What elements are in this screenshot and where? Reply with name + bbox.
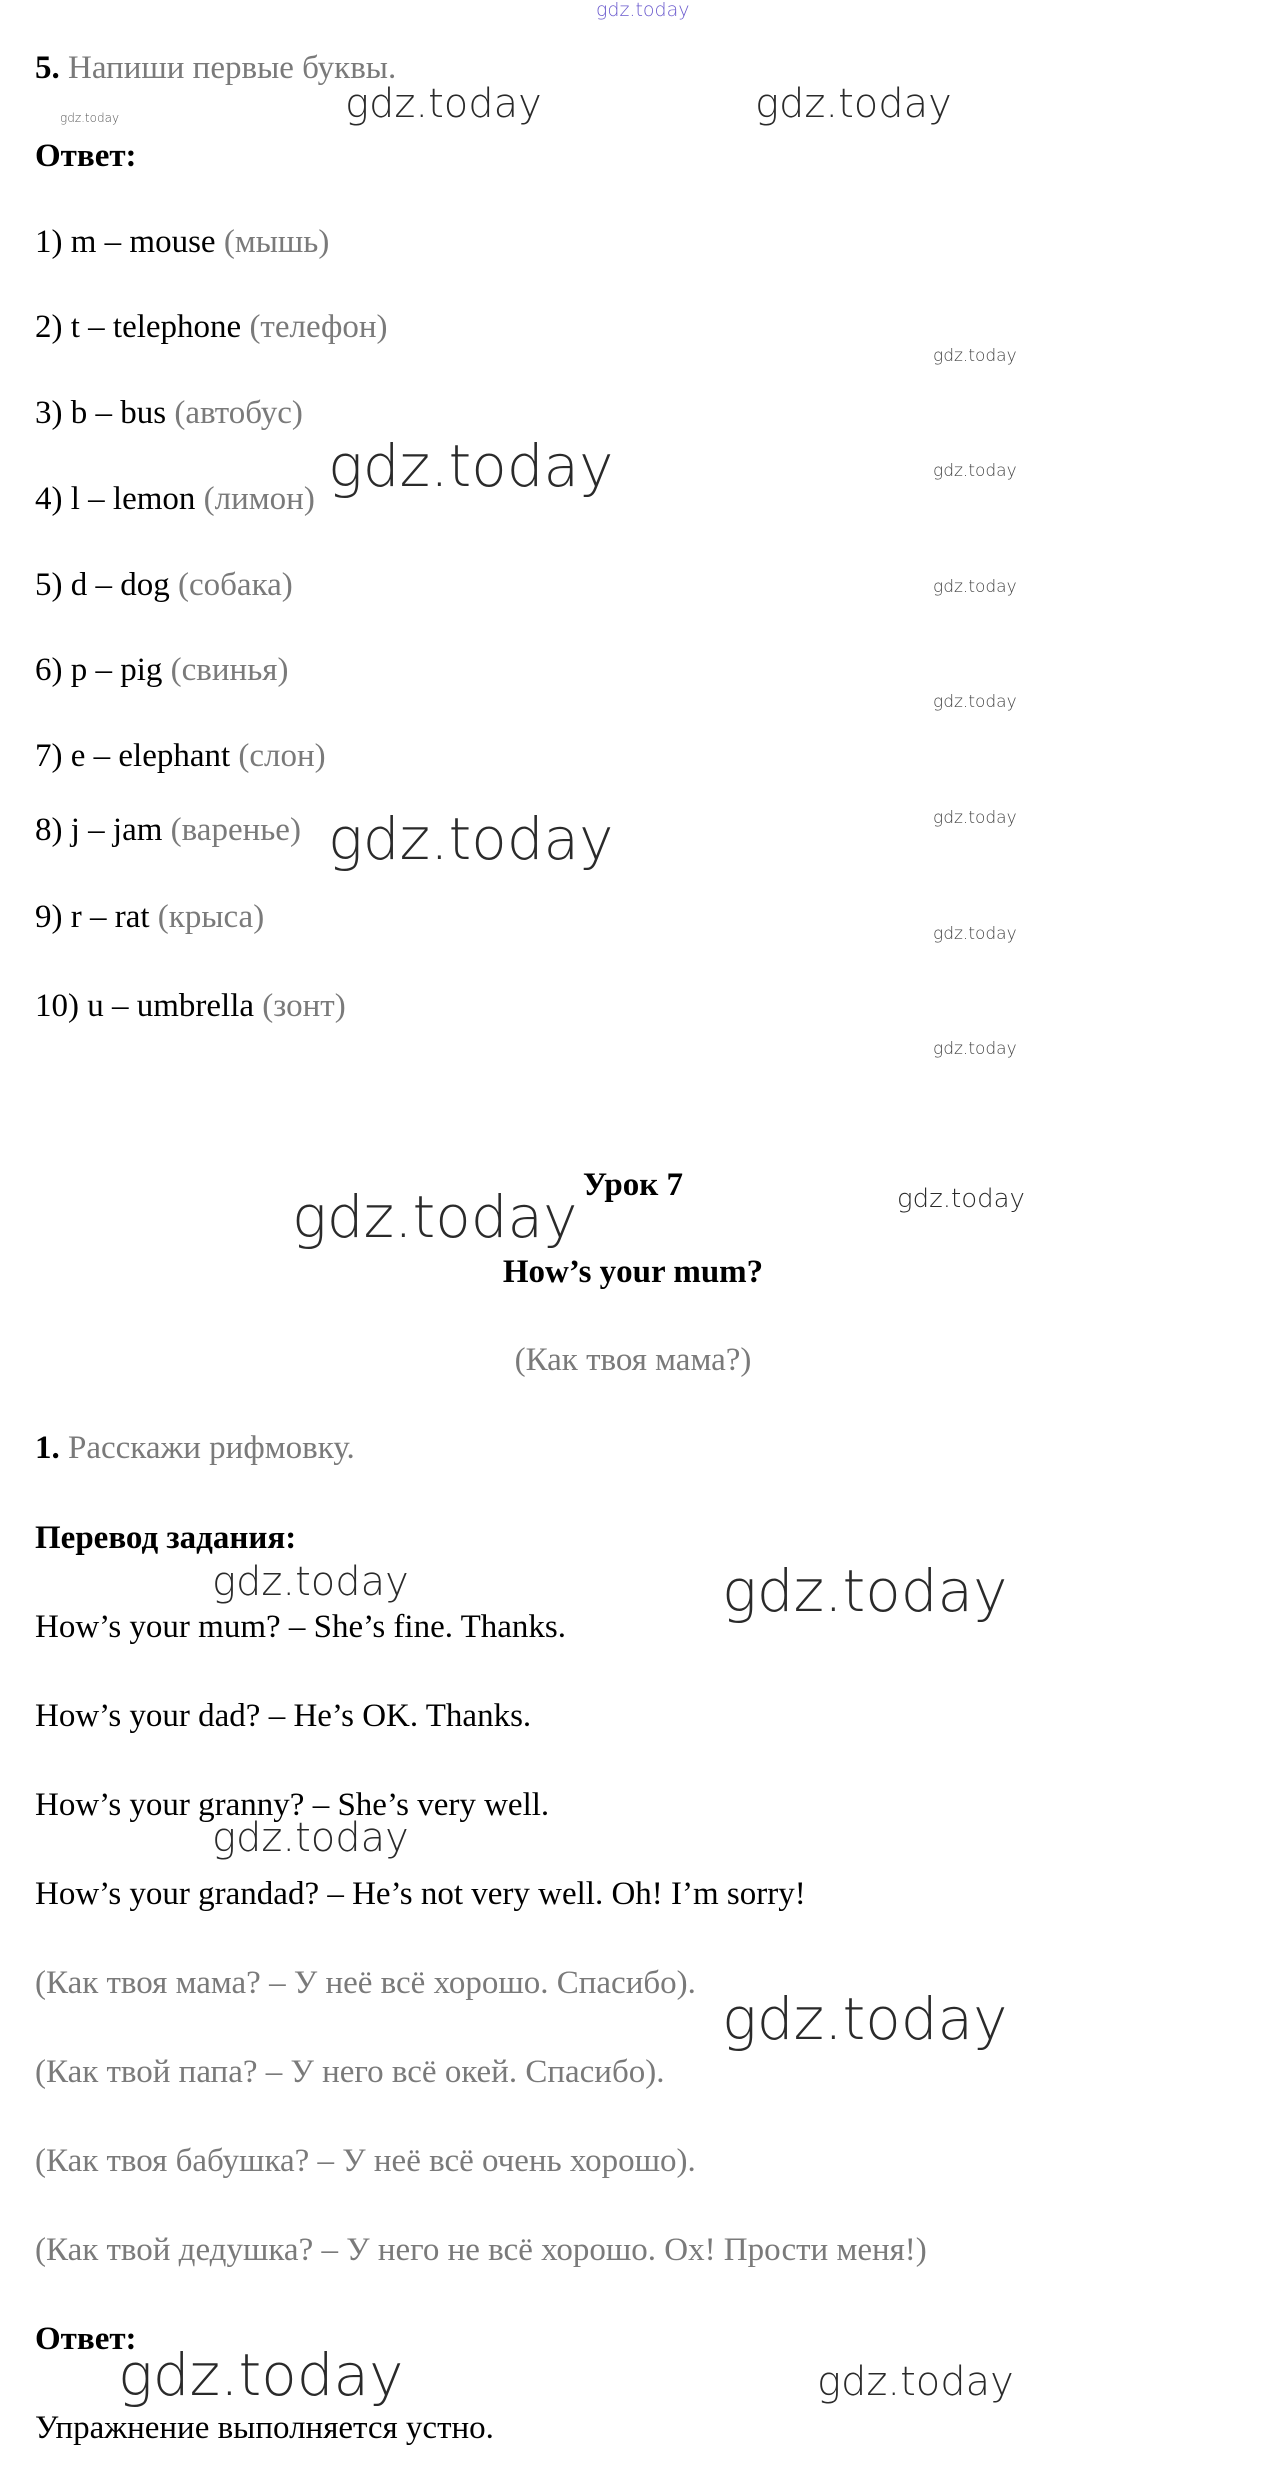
watermark-text: gdz.today (722, 1557, 1008, 1625)
word-ru: (мышь) (223, 224, 330, 260)
word-en: 10) u – umbrella (35, 988, 255, 1024)
watermark-text: gdz.today (897, 1184, 1025, 1214)
word-ru: (варенье) (170, 812, 301, 848)
word-ru: (слон) (238, 738, 326, 774)
word-en: 9) r – rat (35, 899, 150, 935)
watermark-text: gdz.today (933, 692, 1017, 712)
watermark-text: gdz.today (933, 577, 1017, 597)
watermark-text: gdz.today (933, 808, 1017, 828)
watermark-text: gdz.today (933, 461, 1017, 481)
watermark-text: gdz.today (328, 805, 614, 873)
word-ru: (телефон) (249, 309, 388, 345)
list-item (35, 736, 326, 776)
exercise-number: 1. (35, 1430, 60, 1466)
list-item (35, 897, 264, 937)
watermark-text: gdz.today (60, 111, 120, 125)
watermark-text: gdz.today (345, 81, 542, 127)
exercise-title: Расскажи рифмовку. (68, 1430, 355, 1466)
watermark-text: gdz.today (755, 81, 952, 127)
list-item (35, 650, 288, 690)
answer-label: Ответ: (35, 138, 137, 174)
rhyme-line-ru: (Как твоя бабушка? – У неё всё очень хорошо). (35, 2143, 696, 2179)
exercise-number: 5. (35, 50, 60, 86)
watermark-text: gdz.today (328, 432, 614, 500)
watermark-text: gdz.today (212, 1815, 409, 1861)
word-en: 7) e – elephant (35, 738, 231, 774)
watermark-text: gdz.today (817, 2359, 1014, 2405)
word-ru: (автобус) (174, 395, 303, 431)
rhyme-line-ru: (Как твой папа? – У него всё окей. Спасибо). (35, 2054, 665, 2090)
answer-label: Ответ: (35, 2321, 137, 2357)
watermark-text: gdz.today (596, 0, 690, 21)
watermark-text: gdz.today (933, 1039, 1017, 1059)
rhyme-line-en: How’s your dad? – He’s OK. Thanks. (35, 1698, 532, 1734)
lesson-title: How’s your mum? (502, 1254, 764, 1290)
answer-text: Упражнение выполняется устно. (35, 2410, 494, 2446)
list-item (35, 479, 315, 519)
lesson-subtitle: (Как твоя мама?) (514, 1342, 752, 1378)
watermark-text: gdz.today (933, 346, 1017, 366)
word-ru: (лимон) (203, 481, 315, 517)
exercise-1-heading (35, 1428, 355, 1468)
rhyme-line-ru: (Как твоя мама? – У неё всё хорошо. Спасибо). (35, 1965, 696, 2001)
word-ru: (зонт) (262, 988, 346, 1024)
rhyme-line-ru: (Как твой дедушка? – У него не всё хорошо. Ох! Прости меня!) (35, 2232, 927, 2268)
rhyme-line-en: How’s your grandad? – He’s not very well. Oh! I’m sorry! (35, 1876, 806, 1912)
word-ru: (крыса) (157, 899, 265, 935)
rhyme-line-en: How’s your granny? – She’s very well. (35, 1787, 550, 1823)
word-ru: (свинья) (170, 652, 289, 688)
list-item (35, 986, 346, 1026)
watermark-text: gdz.today (722, 1985, 1008, 2053)
word-en: 3) b – bus (35, 395, 167, 431)
translation-label: Перевод задания: (35, 1520, 297, 1556)
watermark-text: gdz.today (292, 1183, 578, 1251)
word-en: 2) t – telephone (35, 309, 242, 345)
word-en: 5) d – dog (35, 567, 170, 603)
word-en: 1) m – mouse (35, 224, 216, 260)
watermark-text: gdz.today (212, 1559, 409, 1605)
list-item (35, 565, 293, 605)
exercise-5-heading (35, 48, 396, 88)
list-item (35, 393, 303, 433)
word-en: 6) p – pig (35, 652, 163, 688)
word-en: 8) j – jam (35, 812, 163, 848)
exercise-title: Напиши первые буквы. (68, 50, 397, 86)
watermark-text: gdz.today (933, 924, 1017, 944)
list-item (35, 222, 329, 262)
list-item (35, 307, 388, 347)
watermark-text: gdz.today (118, 2341, 404, 2409)
word-ru: (собака) (178, 567, 293, 603)
list-item (35, 810, 301, 850)
lesson-heading: Урок 7 (582, 1167, 684, 1203)
rhyme-line-en: How’s your mum? – She’s fine. Thanks. (35, 1609, 567, 1645)
word-en: 4) l – lemon (35, 481, 196, 517)
